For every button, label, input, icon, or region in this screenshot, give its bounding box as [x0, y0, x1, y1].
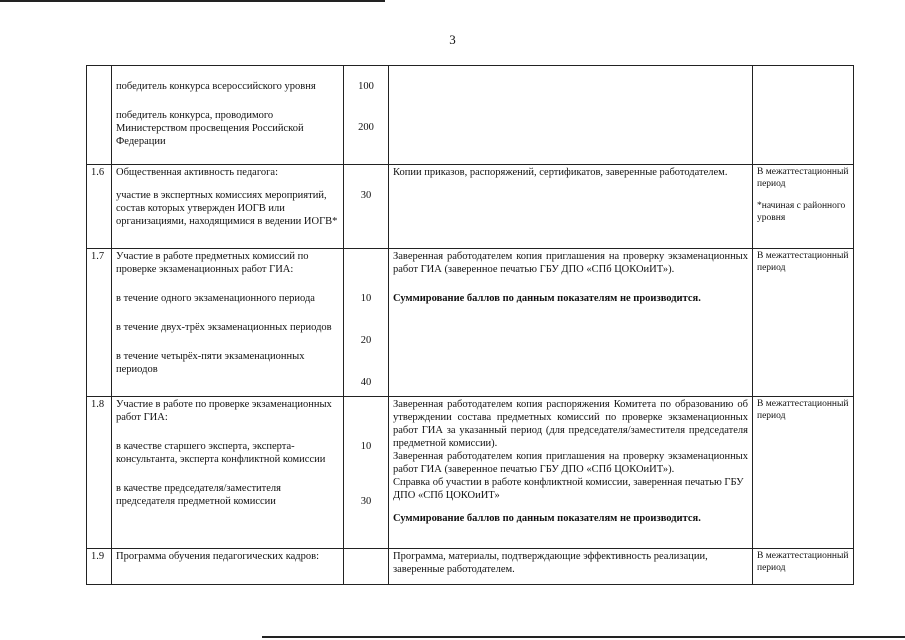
row-number: 1.6: [87, 165, 112, 249]
indicator-cell: [112, 397, 344, 549]
points-value: 30: [360, 496, 372, 507]
points-cell: [344, 66, 389, 165]
points-cell: [344, 249, 389, 397]
period-cell: [753, 66, 854, 165]
documents-cell: Программа, материалы, подтверждающие эффективность реализации, заверенные работодателем.: [389, 549, 753, 585]
documents-cell: [389, 249, 753, 397]
indicator-header: Участие в работе предметных комиссий по проверке экзаменационных работ ГИА:: [116, 251, 309, 275]
period-cell: В межаттестационный период: [753, 397, 854, 549]
points-value: 10: [360, 293, 372, 304]
indicator-item: в течение двух-трёх экзаменационных периодов: [116, 322, 332, 333]
indicator-header: Участие в работе по проверке экзаменационных работ ГИА:: [116, 399, 332, 423]
documents-cell: Копии приказов, распоряжений, сертификатов, заверенные работодателем.: [389, 165, 753, 249]
indicator-item: в течение одного экзаменационного периода: [116, 293, 315, 304]
indicator-cell: Программа обучения педагогических кадров:: [112, 549, 344, 585]
points-value: 30: [360, 190, 372, 201]
indicator-item: победитель конкурса, проводимого Министерством просвещения Российской Федерации: [116, 110, 304, 147]
period-cell: В межаттестационный период: [753, 549, 854, 585]
table-row: [87, 165, 854, 249]
indicator-item: победитель конкурса всероссийского уровня: [116, 81, 316, 92]
criteria-table: [86, 65, 854, 585]
scan-edge-top: [0, 0, 385, 2]
indicator-cell: [112, 66, 344, 165]
row-number: 1.7: [87, 249, 112, 397]
indicator-header: Общественная активность педагога:: [116, 167, 278, 178]
points-value: 200: [358, 122, 374, 133]
points-cell: [344, 165, 389, 249]
documents-text: Справка об участии в работе конфликтной комиссии, заверенная печатью ГБУ ДПО «СПб ЦОКОиИТ»: [393, 477, 744, 501]
table-row: [87, 397, 854, 549]
indicator-item: в качестве председателя/заместителя председателя предметной комиссии: [116, 483, 281, 507]
period-cell: [753, 165, 854, 249]
indicator-item: в течение четырёх-пяти экзаменационных периодов: [116, 351, 305, 375]
points-value: 100: [358, 81, 374, 92]
documents-note: Суммирование баллов по данным показателям не производится.: [393, 293, 701, 304]
period-text: В межаттестационный период: [757, 167, 849, 189]
row-number: 1.9: [87, 549, 112, 585]
table-row: [87, 549, 854, 585]
indicator-item: в качестве старшего эксперта, эксперта-консультанта, эксперта конфликтной комиссии: [116, 441, 326, 465]
points-cell: [344, 549, 389, 585]
period-cell: В межаттестационный период: [753, 249, 854, 397]
period-note: *начиная с районного уровня: [757, 201, 846, 223]
page-number: 3: [449, 32, 456, 47]
indicator-cell: [112, 165, 344, 249]
scan-edge-bottom: [262, 636, 905, 638]
points-cell: [344, 397, 389, 549]
points-value: 20: [360, 335, 372, 346]
table-row: [87, 66, 854, 165]
table-row: [87, 249, 854, 397]
indicator-cell: [112, 249, 344, 397]
points-value: 10: [360, 441, 372, 452]
indicator-item: участие в экспертных комиссиях мероприятий, состав которых утвержден ИОГВ или организациями, находящимися в ведении ИОГВ*: [116, 190, 338, 227]
row-number: 1.8: [87, 397, 112, 549]
documents-note: Суммирование баллов по данным показателям не производится.: [393, 513, 701, 524]
documents-text: Заверенная работодателем копия приглашения на проверку экзаменационных работ ГИА (заверенное печатью ГБУ ДПО «СПб ЦОКОиИТ»).: [393, 251, 748, 275]
documents-text: Заверенная работодателем копия приглашения на проверку экзаменационных работ ГИА (заверенное печатью ГБУ ДПО «СПб ЦОКОиИТ»).: [393, 451, 748, 475]
documents-cell: [389, 66, 753, 165]
points-value: 40: [360, 377, 372, 388]
row-number: [87, 66, 112, 165]
documents-text: Заверенная работодателем копия распоряжения Комитета по образованию об утверждении состава предметных комиссий по проверке экзаменационных работ ГИА за указанный период (для председателя/заместителя председателя предметной комиссии).: [393, 399, 748, 449]
documents-cell: [389, 397, 753, 549]
